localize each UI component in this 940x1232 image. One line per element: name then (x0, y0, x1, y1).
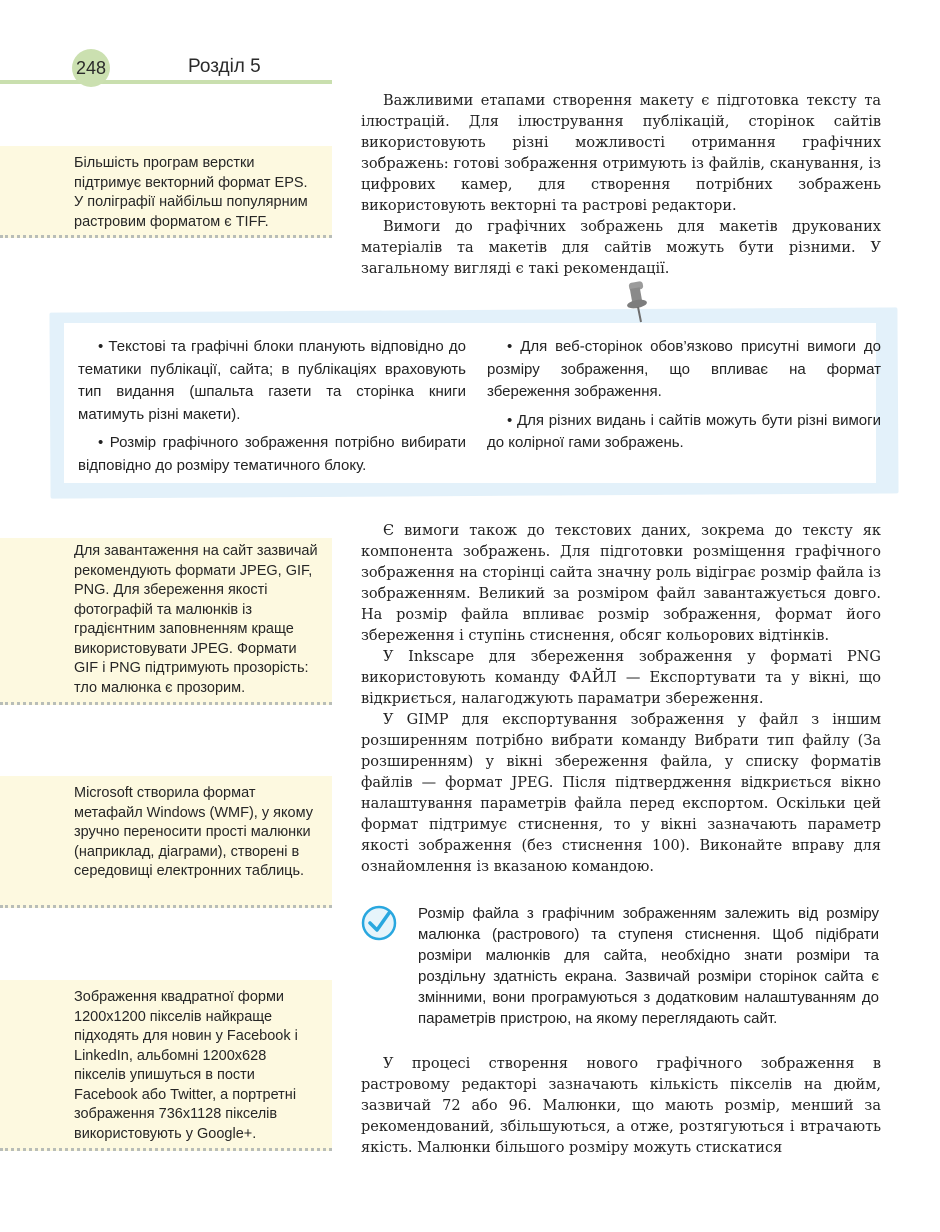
paragraph: У GIMP для експортування зображення у файл з іншим розширенням потрібно вибрати команду Вибрати тип файлу (За розширенням) у вікні збереження файла, у списку форматів файлів — формат JPEG. Після підтвердження відкриється вікно налаштування параметрів файла перед експортом. Оскільки цей формат підтримує стиснення, то у вікні зазначають параметр якості зображення (без стиснення 100). Виконайте вправу для ознайомлення із вказаною командою. (361, 712, 881, 875)
recommendations-right (487, 336, 881, 461)
side-note (0, 980, 332, 1151)
paragraph: У процесі створення нового графічного зображення в растровому редакторі зазначають кількість пікселів на дюйм, зазвичай 72 або 96. Малюнки, що мають розмір, менший за рекомендований, збільшуються, а отже, розтягуються і втрачають якість. Малюнки більшого розміру можуть стискатися (361, 1056, 881, 1156)
recommendation-item: • Для різних видань і сайтів можуть бути різні вимоги до колірної гами зображень. (487, 411, 881, 451)
intro-text (361, 91, 881, 280)
final-text (361, 1054, 881, 1159)
side-note-text: Для завантаження на сайт зазвичай рекомендують формати JPEG, GIF, PNG. Для збереження якості фотографій та малюнків із градієнтним заповненням краще використовувати JPEG. Формати GIF і PNG підтримують прозорість: тло малюнка є прозорим. (74, 543, 318, 696)
recommendation-item: • Для веб-сторінок обов’язково присутні вимоги до розміру зображення, що впливає на формат збереження зображення. (487, 338, 881, 400)
paragraph: Є вимоги також до текстових даних, зокрема до тексту як компонента зображень. Для підготовки розміщення графічного зображення на сторінці сайта значну роль відіграє розмір файла із зображенням. Великий за розміром файл завантажується довго. На розмір файла впливає розмір зображення, формат його збереження і ступінь стиснення, обсяг кольорових відтінків. (361, 523, 881, 644)
check-note-text: Розмір файла з графічним зображенням залежить від розміру малюнка (растрового) та ступеня стиснення. Щоб підібрати розміри малюнків для сайта, необхідно знати розміри та роздільну здатність екрана. Зазвичай розміри сторінок сайта є змінними, вони програмуються з додатковим налаштуванням до параметрів пристрою, на якому переглядають сайт. (418, 905, 879, 1027)
side-note-text: Microsoft створила формат метафайл Windows (WMF), у якому зручно переносити прості малюнки (наприклад, діаграми), створені в середовищі електронних таблиць. (74, 785, 313, 879)
pushpin-icon (620, 280, 656, 326)
header-rule (0, 80, 332, 84)
page-number: 248 (72, 49, 110, 87)
checkmark-icon (361, 905, 397, 941)
main-text (361, 521, 881, 878)
side-note-text: Більшість програм верстки підтримує векторний формат EPS. У поліграфії найбільш популярним растровим форматом є TIFF. (74, 155, 308, 230)
side-note-text: Зображення квадратної форми 1200x1200 пікселів найкраще підходять для новин у Facebook і LinkedIn, альбомні 1200x628 пікселів упишуться в пости Facebook або Twitter, а портретні зображення 736x1128 пікселів використовують у Google+. (74, 989, 298, 1142)
side-note (0, 776, 332, 908)
recommendation-item: • Розмір графічного зображення потрібно вибирати відповідно до розміру тематичного блоку. (78, 434, 466, 474)
side-note (0, 538, 332, 705)
recommendation-item: • Текстові та графічні блоки планують відповідно до тематики публікації, сайта; в публікаціях враховують тип видання (шпальта газети та сторінка книги матимуть різні макети). (78, 338, 466, 423)
side-note (0, 146, 332, 238)
chapter-title: Розділ 5 (188, 56, 261, 77)
paragraph: Вимоги до графічних зображень для макетів друкованих матеріалів та макетів для сайтів можуть бути різними. У загальному вигляді є такі рекомендації. (361, 219, 881, 277)
paragraph: Важливими етапами створення макету є підготовка тексту та ілюстрацій. Для ілюстрування публікацій, сторінок сайтів використовують різні можливості отримання графічних зображень: готові зображення отримують із файлів, сканування, із цифрових камер, для створення потрібних зображень використовують векторні та растрові редактори. (361, 93, 881, 214)
paragraph: У Inkscape для збереження зображення у форматі PNG використовують команду ФАЙЛ — Експортувати та у вікні, що відкриється, налагоджують параматри збереження. (361, 649, 881, 707)
recommendations-left (78, 336, 466, 483)
